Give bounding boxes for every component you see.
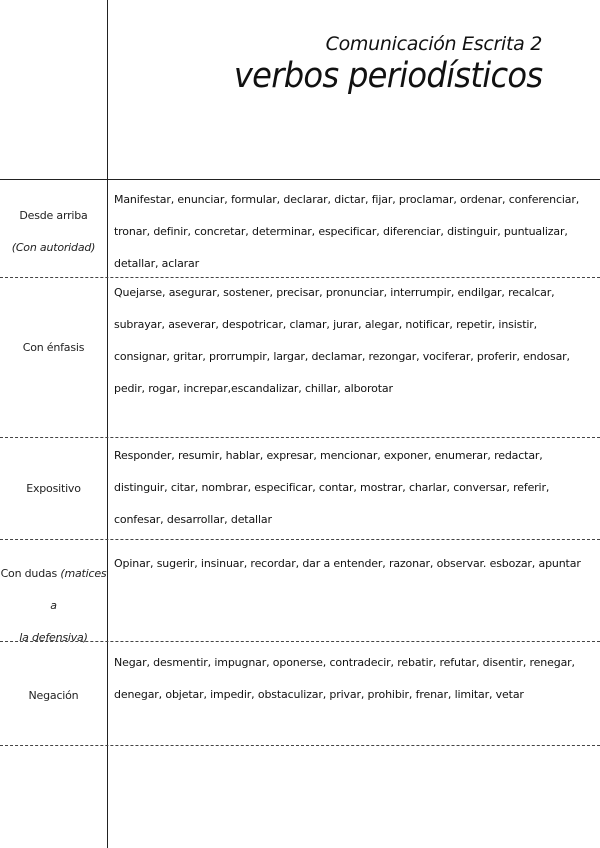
- category-label: [0, 200, 107, 264]
- table-row-con-dudas: [0, 540, 600, 644]
- table-row-expositivo: [0, 438, 600, 538]
- verbs-list: Negar, desmentir, impugnar, oponerse, contradecir, rebatir, refutar, disentir, renegar, denegar, objetar, impedir, obstaculizar, privar, prohibir, frenar, limitar, vetar: [114, 656, 575, 701]
- category-name: Expositivo: [26, 482, 81, 495]
- category-name-text: Con dudas: [0, 567, 58, 580]
- category-label: [0, 473, 107, 505]
- table-row-desde-arriba: [0, 182, 600, 276]
- page-subtitle: Comunicación Escrita 2: [325, 33, 542, 55]
- category-label: [0, 680, 107, 712]
- verbs-list: Opinar, sugerir, insinuar, recordar, dar a entender, razonar, observar. esbozar, apuntar: [114, 557, 581, 570]
- category-name: Desde arriba: [19, 209, 88, 222]
- page-title: verbos periodísticos: [233, 56, 542, 96]
- category-note: (Con autoridad): [11, 241, 96, 254]
- page-header: [207, 32, 542, 96]
- category-note-start: (matices a: [50, 567, 107, 612]
- category-note: la defensiva): [19, 631, 88, 644]
- category-name: [0, 558, 107, 622]
- category-label: [0, 558, 107, 654]
- table-top-border: [0, 179, 600, 180]
- row-divider: [0, 745, 600, 746]
- category-name: Negación: [28, 689, 79, 702]
- table-row-con-enfasis: [0, 278, 600, 436]
- verbs-list: Manifestar, enunciar, formular, declarar, dictar, fijar, proclamar, ordenar, conferenciar, tronar, definir, concretar, determinar, especificar, diferenciar, distinguir, puntualizar, detallar, aclarar: [114, 193, 580, 270]
- category-name: Con énfasis: [22, 341, 85, 354]
- table-row-negacion: [0, 642, 600, 744]
- verbs-list: Responder, resumir, hablar, expresar, mencionar, exponer, enumerar, redactar, distinguir, citar, nombrar, especificar, contar, mostrar, charlar, conversar, referir, confesar, desarrollar, detallar: [114, 449, 550, 526]
- verbs-list: Quejarse, asegurar, sostener, precisar, pronunciar, interrumpir, endilgar, recalcar, subrayar, aseverar, despotricar, clamar, jurar, alegar, notificar, repetir, insistir, consignar, gritar, prorrumpir, largar, declamar, rezongar, vociferar, proferir, endosar, pedir, rogar, increpar,escandalizar, chillar, alborotar: [114, 286, 570, 395]
- category-label: [0, 332, 107, 364]
